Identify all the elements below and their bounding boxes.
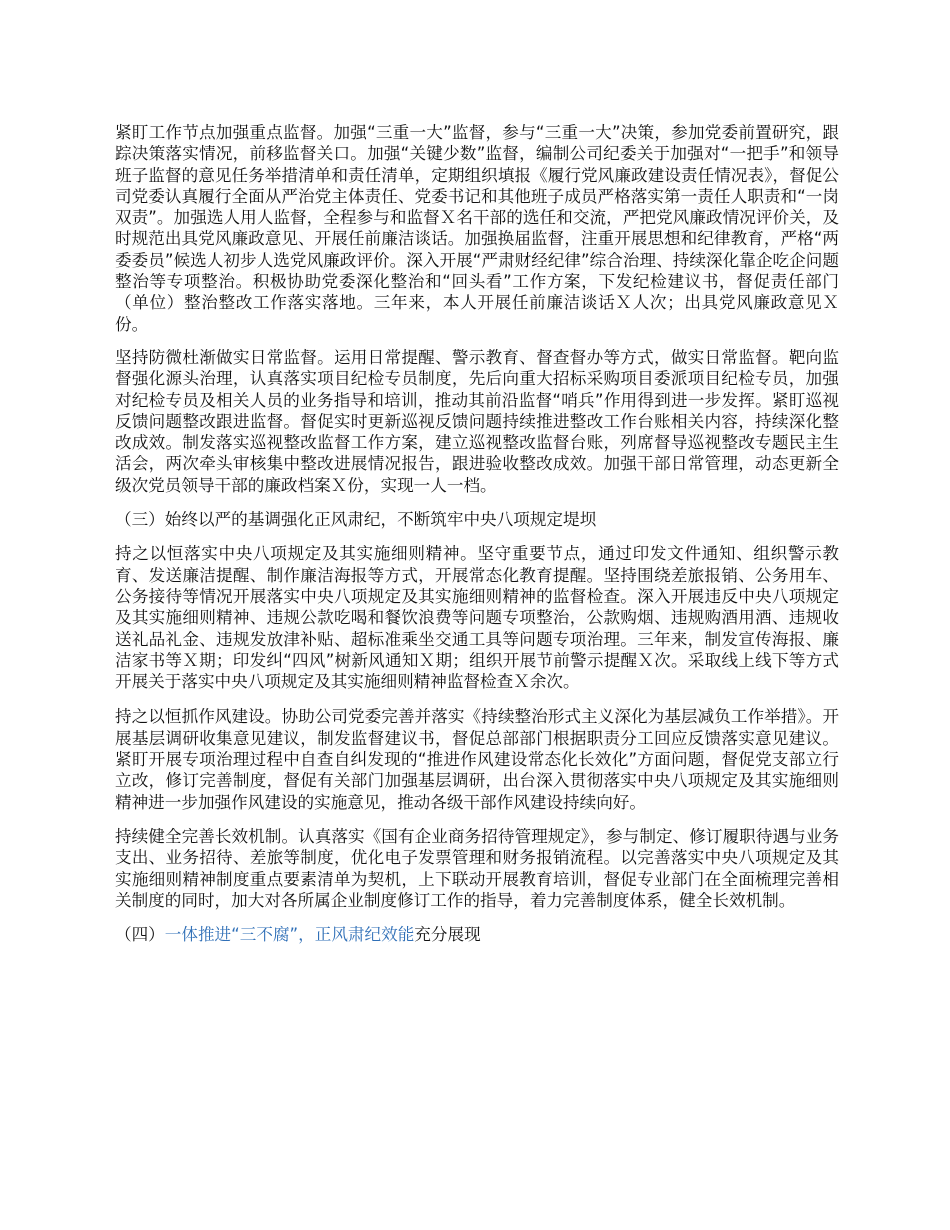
paragraph-daily-supervision: 坚持防微杜渐做实日常监督。运用日常提醒、警示教育、督查督办等方式，做实日常监督。靶向监督强化源头治理，认真落实项目纪检专员制度，先后向重大招标采购项目委派项目纪检专员，加强对纪检专员及相关人员的业务指导和培训，推动其前沿监督“哨兵”作用得到进一步发挥。紧盯巡视反馈问题整改跟进监督。督促实时更新巡视反馈问题持续推进整改工作台账相关内容，持续深化整改成效。制发落实巡视整改监督工作方案，建立巡视整改监督台账，列席督导巡视整改专题民主生活会，两次牵头审核集中整改进展情况报告，跟进验收整改成效。加强干部日常管理，动态更新全级次党员领导干部的廉政档案Ｘ份，实现一人一档。: [115, 347, 839, 495]
section-heading-3: （三）始终以严的基调强化正风肃纪，不断筑牢中央八项规定堤坝: [115, 510, 597, 530]
section-heading-4-prefix: （四）: [115, 925, 165, 945]
section-heading-4: [115, 924, 839, 945]
section-heading-4-suffix: 充分展现: [414, 925, 481, 945]
document-page: [115, 122, 839, 945]
paragraph-work-style: 持之以恒抓作风建设。协助公司党委完善并落实《持续整治形式主义深化为基层减负工作举措》。开展基层调研收集意见建议，制发监督建议书，督促总部部门根据职责分工回应反馈落实意见建议。紧盯开展专项治理过程中自查自纠发现的“推进作风建设常态化长效化”方面问题，督促党支部立行立改，修订完善制度，督促有关部门加强基层调研，出台深入贯彻落实中央八项规定及其实施细则精神进一步加强作风建设的实施意见，推动各级干部作风建设持续向好。: [115, 707, 839, 812]
paragraph-key-node-supervision: 紧盯工作节点加强重点监督。加强“三重一大”监督，参与“三重一大”决策，参加党委前置研究，跟踪决策落实情况，前移监督关口。加强“关键少数”监督，编制公司纪委关于加强对“一把手”和领导班子监督的意见任务举措清单和责任清单，定期组织填报《履行党风廉政建设责任情况表》，督促公司党委认真履行全面从严治党主体责任、党委书记和其他班子成员严格落实第一责任人职责和“一岗双责”。加强选人用人监督，全程参与和监督Ｘ名干部的选任和交流，严把党风廉政情况评价关，及时规范出具党风廉政意见、开展任前廉洁谈话。加强换届监督，注重开展思想和纪律教育，严格“两委委员”候选人初步人选党风廉政评价。深入开展“严肃财经纪律”综合治理、持续深化靠企吃企问题整治等专项整治。积极协助党委深化整治和“回头看”工作方案，下发纪检建议书，督促责任部门（单位）整治整改工作落实落地。三年来，本人开展任前廉洁谈话Ｘ人次；出具党风廉政意见Ｘ份。: [115, 123, 839, 334]
paragraph-long-term-mechanism: 持续健全完善长效机制。认真落实《国有企业商务招待管理规定》，参与制定、修订履职待遇与业务支出、业务招待、差旅等制度，优化电子发票管理和财务报销流程。以完善落实中央八项规定及其实施细则精神制度重点要素清单为契机，上下联动开展教育培训，督促专业部门在全面梳理完善相关制度的同时，加大对各所属企业制度修订工作的指导，着力完善制度体系，健全长效机制。: [115, 826, 839, 910]
section-heading-4-link[interactable]: 一体推进“三不腐”，正风肃纪效能: [164, 925, 415, 945]
paragraph-eight-rules: 持之以恒落实中央八项规定及其实施细则精神。坚守重要节点，通过印发文件通知、组织警示教育、发送廉洁提醒、制作廉洁海报等方式，开展常态化教育提醒。坚持围绕差旅报销、公务用车、公务接待等情况开展落实中央八项规定及其实施细则精神的监督检查。深入开展违反中央八项规定及其实施细则精神、违规公款吃喝和餐饮浪费等问题专项整治，公款购烟、违规购酒用酒、违规收送礼品礼金、违规发放津补贴、超标准乘坐交通工具等问题专项治理。三年来，制发宣传海报、廉洁家书等Ｘ期；印发纠“四风”树新风通知Ｘ期；组织开展节前警示提醒Ｘ次。采取线上线下等方式开展关于落实中央八项规定及其实施细则精神监督检查Ｘ余次。: [115, 544, 839, 692]
